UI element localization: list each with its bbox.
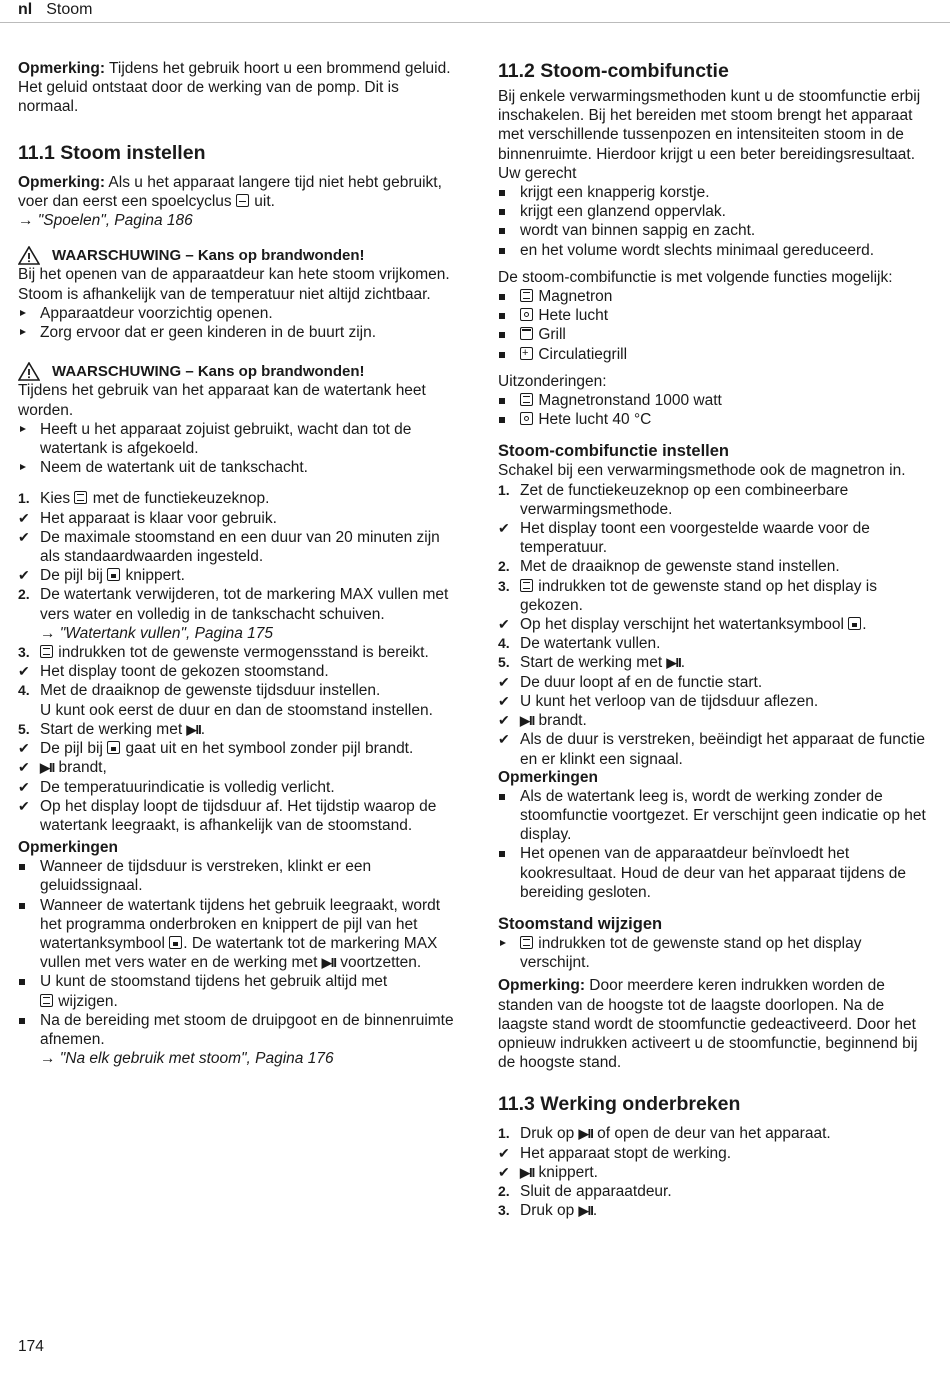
list-item: krijgt een knapperig korstje. [520, 184, 710, 202]
note-pump: Opmerking: Tijdens het gebruik hoort u een brommend geluid. Het geluid ontstaat door de werking van de pomp. Dit is normaal. [18, 60, 451, 116]
result-item: ✔ ▶︎II brandt. [498, 712, 587, 730]
steam-icon [40, 994, 53, 1007]
language-code: nl [18, 1, 33, 18]
start-pause-icon: ▶︎II [520, 713, 535, 729]
intro-text: Bij enkele verwarmingsmethoden kunt u de stoomfunctie erbij inschakelen. Bij het bereiden met stoom brengt het apparaat met verschillende tussenpozen en intensiteiten stoom in de binnenruimte. Hierdoor krijgt u een beter bereidingsresultaat. [498, 88, 921, 163]
result-item: ✔ U kunt het verloop van de tijdsduur aflezen. [498, 692, 819, 710]
list-item: Magnetronstand 1000 watt [498, 391, 934, 410]
result-item: ✔ Het display toont een voorgestelde waarde voor de temperatuur. [498, 520, 870, 557]
heading-combi-instellen: Stoom-combifunctie instellen [498, 442, 730, 461]
list-item: Na de bereiding met stoom de druipgoot en de binnenruimte afnemen. [40, 1011, 454, 1048]
start-pause-icon: ▶︎II [666, 655, 681, 671]
list-item: en het volume wordt slechts minimaal gereduceerd. [520, 241, 875, 259]
heading-11-3: 11.3 Werking onderbreken [498, 1093, 741, 1116]
warning-icon [18, 362, 40, 381]
step-4: 4. De watertank vullen. [498, 635, 661, 653]
step-3: 3. indrukken tot de gewenste vermogensstand is bereikt. [18, 644, 429, 662]
heading-11-1: 11.1 Stoom instellen [18, 141, 206, 164]
hot-air-icon [520, 308, 533, 321]
result-item: ✔ De duur loopt af en de functie start. [498, 673, 763, 691]
notes-title: Opmerkingen [498, 768, 598, 786]
page-header [18, 0, 92, 24]
step-5: 5. Start de werking met ▶︎II. [498, 654, 685, 672]
start-pause-icon: ▶︎II [186, 721, 201, 737]
result-item: ✔ De maximale stoomstand en een duur van 20 minuten zijn als standaardwaarden ingesteld. [18, 528, 440, 566]
list-item: indrukken tot de gewenste stand op het display verschijnt. [520, 934, 862, 972]
watertank-icon [107, 568, 120, 581]
step-3: 3. Druk op ▶︎II. [498, 1202, 598, 1220]
list-item: Hete lucht [498, 306, 934, 325]
header-divider [0, 22, 950, 23]
result-item: ✔ De pijl bij gaat uit en het symbool zonder pijl brandt. [18, 740, 414, 758]
list-item: + Circulatiegrill [498, 345, 934, 364]
result-item: ✔ ▶︎II knippert. [498, 1163, 598, 1181]
steam-icon [74, 491, 87, 504]
heading-11-2: 11.2 Stoom-combifunctie [498, 60, 729, 82]
right-column [498, 59, 934, 1220]
watertank-icon [848, 617, 861, 630]
list-item: Neem de watertank uit de tankschacht. [40, 459, 308, 477]
note-steam-levels: Opmerking: Door meerdere keren indrukken worden de standen van de hoogste tot de laagste doorlopen. Na de laagste stand wordt de stoomfunctie gedeactiveerd. Door het opnieuw indrukken activeert u de stoomfunctie, beginnend bij de hoogste stand. [498, 977, 918, 1072]
step-4: 4. Met de draaiknop de gewenste tijdsduur instellen. U kunt ook eerst de duur en dan de stoomstand instellen. [18, 682, 433, 719]
start-pause-icon: ▶︎II [578, 1203, 593, 1219]
result-item: ✔ Het apparaat is klaar voor gebruik. [18, 509, 277, 527]
list-item: Het openen van de apparaatdeur beïnvloedt het kookresultaat. Houd de deur van het apparaat tijdens de bereiding gesloten. [520, 845, 907, 901]
rinse-icon [236, 194, 249, 207]
list-item: Wanneer de watertank tijdens het gebruik leegraakt, wordt het programma onderbroken en knippert de pijl van het watertanksymbool . De watertank tot de markering MAX vullen met vers water en de werking met ▶︎II voortzetten. [40, 896, 441, 972]
section-name: Stoom [46, 1, 93, 18]
page-number: 174 [18, 1338, 44, 1355]
exceptions-title: Uitzonderingen: [498, 372, 607, 390]
result-item: ✔ De pijl bij knippert. [18, 567, 185, 585]
functions-intro: De stoom-combifunctie is met volgende functies mogelijk: [498, 268, 893, 286]
steam-icon [520, 936, 533, 949]
result-item: ✔ Op het display verschijnt het watertanksymbool . [498, 616, 867, 634]
steam-icon [520, 579, 533, 592]
step-5: 5. Start de werking met ▶︎II. [18, 720, 205, 738]
warning-text: Bij het openen van de apparaatdeur kan hete stoom vrijkomen. Stoom is afhankelijk van de temperatuur niet altijd zichtbaar. [18, 266, 450, 303]
start-pause-icon: ▶︎II [578, 1126, 593, 1142]
warning-icon [18, 246, 40, 265]
notes-title: Opmerkingen [18, 839, 118, 857]
list-item: Grill [498, 325, 934, 344]
warning-title: WAARSCHUWING – Kans op brandwonden! [18, 362, 454, 381]
heading-stoomstand-wijzigen: Stoomstand wijzigen [498, 914, 663, 933]
result-item: ✔ Het display toont de gekozen stoomstand. [18, 663, 329, 681]
start-pause-icon: ▶︎II [520, 1164, 535, 1180]
list-item: Als de watertank leeg is, wordt de werking zonder de stoomfunctie voortgezet. Er verschijnt geen indicatie op het display. [520, 787, 926, 844]
grill-icon [520, 327, 533, 340]
list-item: U kunt de stoomstand tijdens het gebruik altijd met wijzigen. [40, 973, 388, 1010]
step-2: 2. De watertank verwijderen, tot de markering MAX vullen met vers water en volledig in de tankschacht schuiven. [18, 586, 449, 623]
step-1: 1. Zet de functiekeuzeknop op een combineerbare verwarmingsmethode. [498, 481, 849, 518]
hot-air-icon [520, 412, 533, 425]
list-item: Zorg ervoor dat er geen kinderen in de buurt zijn. [40, 324, 377, 342]
step-2: 2. Met de draaiknop de gewenste stand instellen. [498, 558, 840, 576]
list-item: Apparaatdeur voorzichtig openen. [40, 304, 273, 322]
microwave-icon [520, 289, 533, 302]
list-item: wordt van binnen sappig en zacht. [520, 222, 756, 240]
result-item: ✔ Het apparaat stopt de werking. [498, 1144, 732, 1162]
watertank-icon [169, 936, 182, 949]
watertank-icon [107, 741, 120, 754]
link-spoelen[interactable]: → "Spoelen", Pagina 186 [18, 212, 193, 230]
uw-gerecht-label: Uw gerecht [498, 164, 577, 182]
link-na-elk-gebruik[interactable]: → "Na elk gebruik met stoom", Pagina 176 [40, 1050, 334, 1068]
warning-title: WAARSCHUWING – Kans op brandwonden! [18, 246, 454, 265]
steam-icon [40, 645, 53, 658]
left-column [18, 59, 454, 1068]
step-2: 2. Sluit de apparaatdeur. [498, 1182, 672, 1200]
result-item: ✔ De temperatuurindicatie is volledig verlicht. [18, 778, 335, 796]
list-item: Heeft u het apparaat zojuist gebruikt, wacht dan tot de watertank is afgekoeld. [40, 420, 412, 458]
microwave-icon [520, 393, 533, 406]
warning-text: Tijdens het gebruik van het apparaat kan de watertank heet worden. [18, 382, 426, 419]
step-1: 1. Druk op ▶︎II of open de deur van het apparaat. [498, 1125, 831, 1143]
start-pause-icon: ▶︎II [321, 955, 336, 971]
link-watertank-vullen[interactable]: → "Watertank vullen", Pagina 175 [40, 624, 274, 642]
list-item: Wanneer de tijdsduur is verstreken, klinkt er een geluidssignaal. [40, 858, 372, 895]
note-rinse: Opmerking: Als u het apparaat langere tijd niet hebt gebruikt, voer dan eerst een spoelcyclus uit. [18, 173, 442, 210]
result-item: ✔ ▶︎II brandt, [18, 759, 107, 777]
step-3: 3. indrukken tot de gewenste stand op het display is gekozen. [498, 577, 877, 614]
combi-intro: Schakel bij een verwarmingsmethode ook de magnetron in. [498, 462, 906, 480]
list-item: krijgt een glanzend oppervlak. [520, 203, 726, 221]
list-item: Hete lucht 40 °C [498, 410, 934, 429]
result-item: ✔ Als de duur is verstreken, beëindigt het apparaat de functie en er klinkt een signaal. [498, 731, 925, 768]
circulation-grill-icon [520, 347, 533, 360]
step-1: 1. Kies met de functiekeuzeknop. [18, 490, 270, 508]
result-item: ✔ Op het display loopt de tijdsduur af. Het tijdstip waarop de watertank leegraakt, is afhankelijk van de stoomstand. [18, 797, 437, 834]
start-pause-icon: ▶︎II [40, 760, 55, 776]
list-item: Magnetron [498, 287, 934, 306]
